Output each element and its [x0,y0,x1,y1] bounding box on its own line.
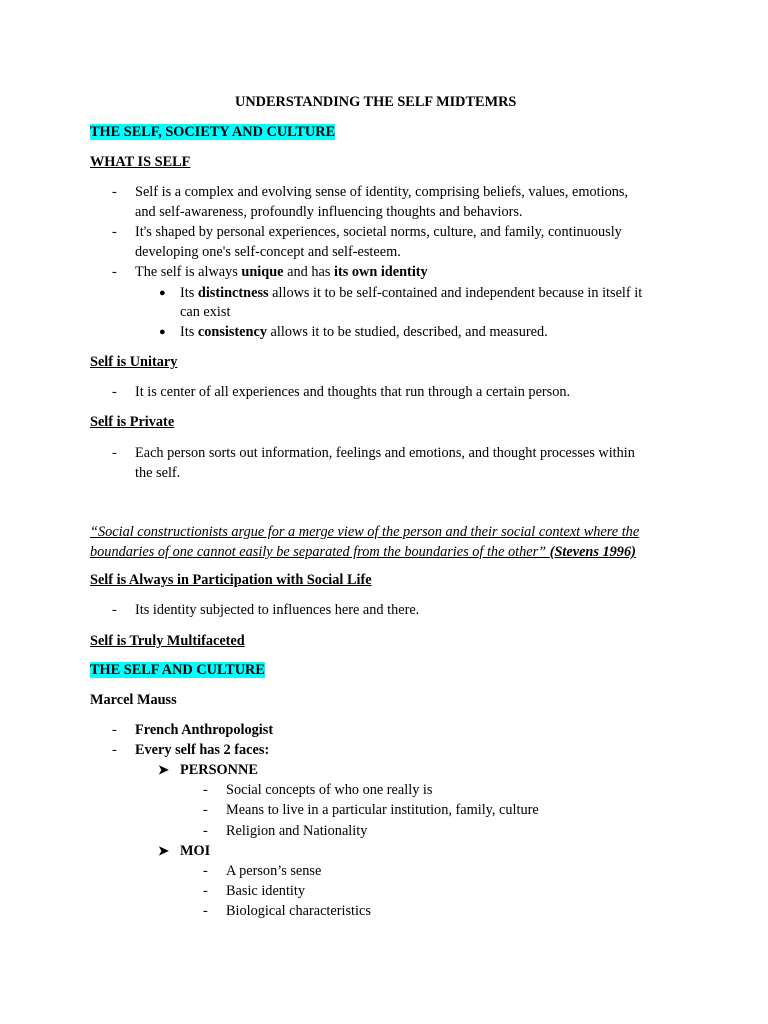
list-item-line: and self-awareness, profoundly influencing thoughts and behaviors. [135,204,523,220]
dash-marker: - [112,742,117,758]
section-heading-self-and-culture [90,660,265,680]
dash-marker: - [203,863,208,879]
list-item-line: The self is always unique and has its own identity [135,264,428,280]
list-item-line: developing one's self-concept and self-esteem. [135,244,401,260]
list-item-line: Self is a complex and evolving sense of identity, comprising beliefs, values, emotions, [135,184,629,200]
list-item-line: It's shaped by personal experiences, societal norms, culture, and family, continuously [135,224,622,240]
sub-list-item: Social concepts of who one really is [226,782,433,798]
heading-marcel-mauss: Marcel Mauss [90,692,177,708]
highlighted-heading: THE SELF AND CULTURE [90,662,265,678]
sub-list-item: Religion and Nationality [226,823,368,839]
quote-line: boundaries of one cannot easily be separated from the boundaries of the other” (Stevens 1996) [90,544,636,560]
heading-what-is-self: WHAT IS SELF [90,154,191,170]
heading-self-is-unitary: Self is Unitary [90,354,178,370]
sub-item-line: Its distinctness allows it to be self-contained and independent because in itself it [180,285,643,301]
dash-marker: - [203,802,208,818]
bullet-dot: ● [159,287,166,299]
dash-marker: - [203,883,208,899]
dash-marker: - [112,264,117,280]
quote-line: “Social constructionists argue for a merge view of the person and their social context where the [90,524,640,540]
list-item-line: French Anthropologist [135,722,274,738]
sub-list-item: Means to live in a particular institution, family, culture [226,802,539,818]
document-title: UNDERSTANDING THE SELF MIDTEMRS [235,94,517,110]
highlighted-heading: THE SELF, SOCIETY AND CULTURE [90,124,336,140]
section-heading-self-society-culture [90,122,335,142]
heading-participation: Self is Always in Participation with Social Life [90,572,372,588]
list-item-line: It is center of all experiences and thoughts that run through a certain person. [135,384,571,400]
dash-marker: - [112,384,117,400]
sub-item-line: can exist [180,304,231,320]
sub-list-item: Basic identity [226,883,306,899]
dash-marker: - [112,445,117,461]
list-item-line: the self. [135,465,181,481]
sub-item-line: Its consistency allows it to be studied, described, and measured. [180,324,548,340]
dash-marker: - [112,722,117,738]
arrow-bullet-icon: ➤ [158,762,169,777]
arrow-bullet-icon: ➤ [158,843,169,858]
quote-citation: (Stevens 1996) [549,544,636,560]
list-item-line: Every self has 2 faces: [135,742,270,758]
dash-marker: - [112,184,117,200]
dash-marker: - [203,823,208,839]
heading-self-is-private: Self is Private [90,414,175,430]
face-label-moi: MOI [180,843,211,859]
sub-list-item: Biological characteristics [226,903,371,919]
list-item-line: Each person sorts out information, feelings and emotions, and thought processes within [135,445,635,461]
dash-marker: - [203,782,208,798]
face-label-personne: PERSONNE [180,762,258,778]
dash-marker: - [203,903,208,919]
sub-list-item: A person’s sense [226,863,322,879]
dash-marker: - [112,602,117,618]
dash-marker: - [112,224,117,240]
list-item-line: Its identity subjected to influences here and there. [135,602,420,618]
bullet-dot: ● [159,326,166,338]
heading-multifaceted: Self is Truly Multifaceted [90,633,245,649]
